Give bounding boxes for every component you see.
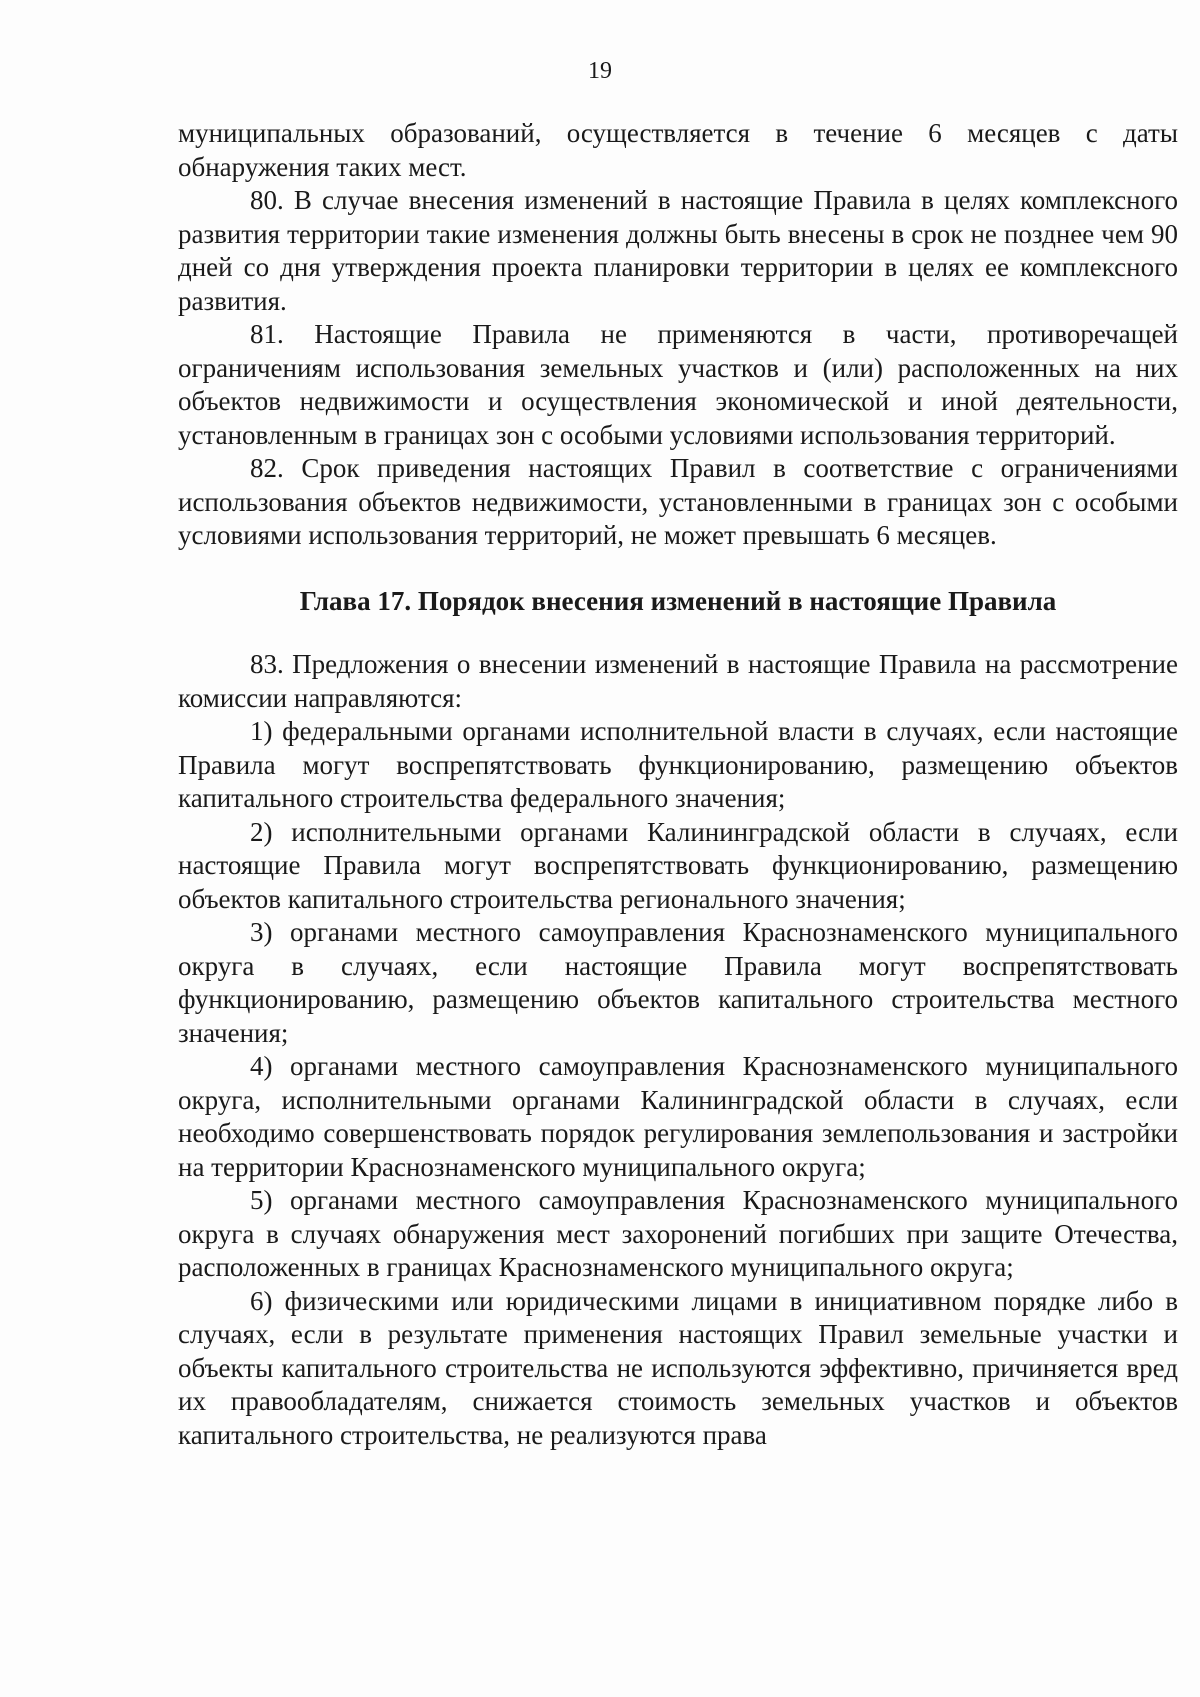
paragraph-80: 80. В случае внесения изменений в настоящие Правила в целях комплексного развития территории такие изменения должны быть внесены в срок не позднее чем 90 дней со дня утверждения проекта планировки территории в целях ее комплексного развития.: [178, 185, 1178, 316]
paragraph-82: 82. Срок приведения настоящих Правил в соответствие с ограничениями использования объектов недвижимости, установленными в границах зон с особыми условиями использования территорий, не может превышать 6 месяцев.: [178, 453, 1178, 550]
paragraph-continuation: муниципальных образований, осуществляется в течение 6 месяцев с даты обнаружения таких мест.: [178, 118, 1178, 182]
list-item-4: 4) органами местного самоуправления Краснознаменского муниципального округа, исполнительными органами Калининградской области в случаях, если необходимо совершенствовать порядок регулирования землепользования и застройки на территории Краснознаменского муниципального округа;: [178, 1051, 1178, 1182]
chapter-title: Глава 17. Порядок внесения изменений в настоящие Правила: [299, 585, 1057, 616]
paragraph-83: 83. Предложения о внесении изменений в настоящие Правила на рассмотрение комиссии направляются:: [178, 649, 1178, 713]
list-item-5: 5) органами местного самоуправления Краснознаменского муниципального округа в случаях обнаружения мест захоронений погибших при защите Отечества, расположенных в границах Краснознаменского муниципального округа;: [178, 1185, 1178, 1282]
paragraph-81: 81. Настоящие Правила не применяются в части, противоречащей ограничениям использования земельных участков и (или) расположенных на них объектов недвижимости и осуществления экономической и иной деятельности, установленным в границах зон с особыми условиями использования территорий.: [178, 319, 1178, 450]
list-item-1: 1) федеральными органами исполнительной власти в случаях, если настоящие Правила могут воспрепятствовать функционированию, размещению объектов капитального строительства федерального значения;: [178, 716, 1178, 813]
list-item-2: 2) исполнительными органами Калининградской области в случаях, если настоящие Правила могут воспрепятствовать функционированию, размещению объектов капитального строительства регионального значения;: [178, 816, 1178, 914]
page-number: 19: [588, 58, 612, 84]
list-item-3: 3) органами местного самоуправления Краснознаменского муниципального округа в случаях, если настоящие Правила могут воспрепятствовать функционированию, размещению объектов капитального строительства местного значения;: [178, 917, 1178, 1048]
list-item-6: 6) физическими или юридическими лицами в инициативном порядке либо в случаях, если в результате применения настоящих Правил земельные участки и объекты капитального строительства не используются эффективно, причиняется вред их правообладателям, снижается стоимость земельных участков и объектов капитального строительства, не реализуются права: [178, 1285, 1178, 1450]
document-body: [178, 117, 1178, 1452]
